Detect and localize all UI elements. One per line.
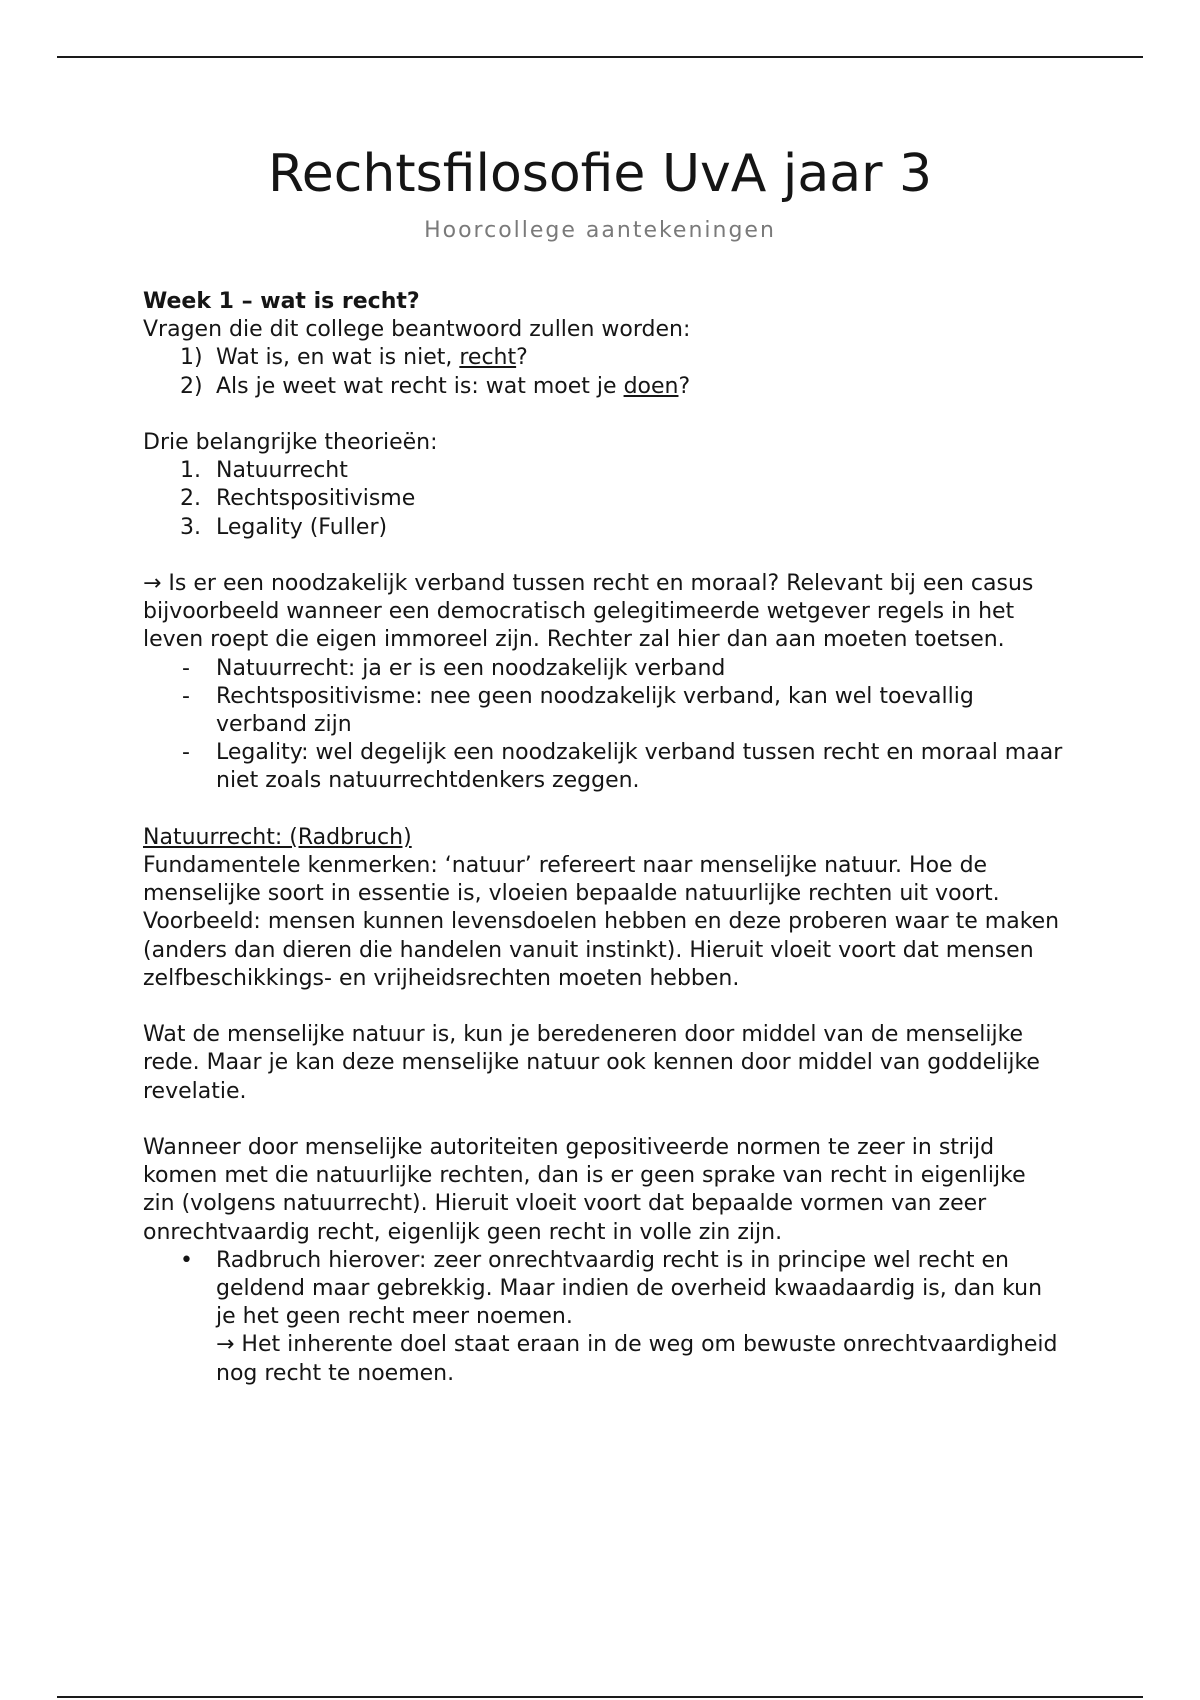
- list-marker: 1.: [180, 458, 201, 484]
- bullet-item: [143, 1247, 1063, 1332]
- answer-text: Legality: wel degelijk een noodzakelijk verband tussen recht en moraal maar niet zoals natuurrechtdenkers zeggen.: [216, 740, 1063, 794]
- list-marker: 2.: [180, 486, 201, 512]
- theory-text: Natuurrecht: [216, 458, 348, 484]
- question-paragraph: → Is er een noodzakelijk verband tussen recht en moraal? Relevant bij een casus bijvoorbeeld wanneer een democratisch gelegitimeerde wetgever regels in het leven roept die eigen immoreel zijn. Rechter zal hier dan aan moeten toetsen.: [143, 571, 1034, 653]
- document-title: Rechtsfilosofie UvA jaar 3: [267, 144, 933, 204]
- list-marker: 3.: [180, 514, 201, 540]
- underlined-term: doen: [623, 373, 679, 399]
- list-marker: -: [182, 655, 190, 681]
- theories-intro: Drie belangrijke theorieën:: [143, 430, 438, 455]
- bullet-marker: •: [180, 1247, 193, 1273]
- natuurrecht-paragraph-3: Wanneer door menselijke autoriteiten gepositiveerde normen te zeer in strijd komen met die natuurlijke rechten, dan is er geen sprake van recht in eigenlijke zin (volgens natuurrecht). Hieruit vloeit voort dat bepaalde vormen van zeer onrechtvaardig recht, eigenlijk geen recht in volle zin zijn.: [143, 1135, 1026, 1245]
- underlined-term: recht: [459, 345, 517, 371]
- natuurrecht-paragraph-2: Wat de menselijke natuur is, kun je beredeneren door middel van de menselijke rede. Maar je kan deze menselijke natuur ook kennen door middel van goddelijke revelatie.: [143, 1022, 1040, 1104]
- list-marker: -: [182, 740, 190, 766]
- answer-item: [143, 683, 1063, 739]
- question-item: [143, 373, 1063, 401]
- theory-text: Legality (Fuller): [216, 514, 388, 540]
- question-text: Als je weet wat recht is: wat moet je doen?: [216, 373, 691, 399]
- week1-intro: Vragen die dit college beantwoord zullen worden:: [143, 317, 691, 343]
- theory-text: Rechtspositivisme: [216, 486, 416, 512]
- natuurrecht-heading: Natuurrecht: (Radbruch): [143, 824, 412, 850]
- natuurrecht-paragraph-1: Fundamentele kenmerken: ‘natuur’ refereert naar menselijke natuur. Hoe de menselijke soort in essentie is, vloeien bepaalde natuurlijke rechten uit voort. Voorbeeld: mensen kunnen levensdoelen hebben en deze proberen waar te maken (anders dan dieren die handelen vanuit instinkt). Hieruit vloeit voort dat mensen zelfbeschikkings- en vrijheidsrechten moeten hebben.: [143, 853, 1060, 991]
- list-marker: 2): [180, 373, 203, 399]
- footer-rule: [57, 1696, 1143, 1698]
- question-item: [143, 344, 1063, 372]
- theory-item: [143, 514, 1063, 542]
- list-marker: 1): [180, 345, 203, 371]
- document-subtitle: Hoorcollege aantekeningen: [424, 218, 776, 243]
- week1-heading: Week 1 – wat is recht?: [143, 289, 420, 314]
- answer-text: Rechtspositivisme: nee geen noodzakelijk verband, kan wel toevallig verband zijn: [216, 683, 974, 738]
- list-marker: -: [182, 683, 190, 709]
- answer-item: [143, 739, 1063, 795]
- theory-item: [143, 485, 1063, 513]
- bullet-followup: → Het inherente doel staat eraan in de weg om bewuste onrechtvaardigheid nog recht te noemen.: [216, 1332, 1058, 1386]
- answer-item: [143, 655, 1063, 683]
- bullet-text: Radbruch hierover: zeer onrechtvaardig recht is in principe wel recht en geldend maar gebrekkig. Maar indien de overheid kwaadaardig is, dan kun je het geen recht meer noemen.: [216, 1247, 1043, 1330]
- answer-text: Natuurrecht: ja er is een noodzakelijk verband: [216, 655, 726, 681]
- theory-item: [143, 457, 1063, 485]
- question-text: Wat is, en wat is niet, recht?: [216, 345, 528, 371]
- document-body: [143, 288, 1063, 1388]
- header-rule: [57, 56, 1143, 58]
